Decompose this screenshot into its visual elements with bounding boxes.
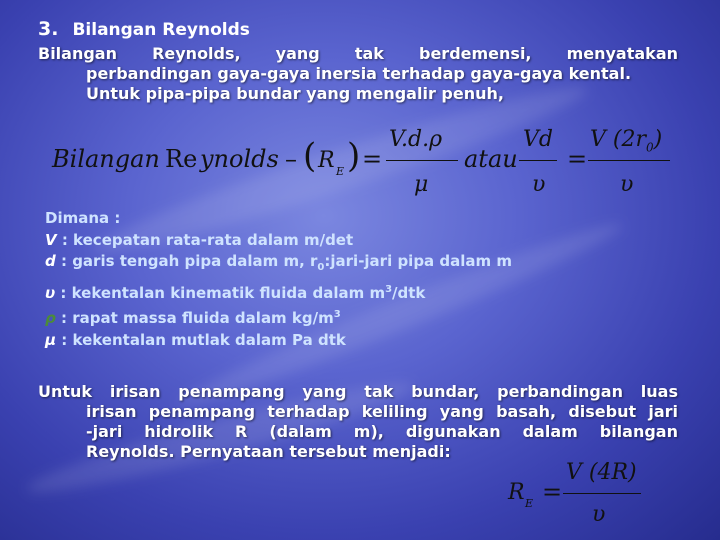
formula-symbol-r: R xyxy=(318,148,335,173)
formula-dash: – xyxy=(285,145,297,173)
formula-frac2-den: υ xyxy=(532,172,546,197)
section-title xyxy=(38,18,250,40)
definition-item xyxy=(45,251,512,279)
formula-frac2-bar xyxy=(519,160,557,161)
definition-item xyxy=(45,330,512,352)
definition-text: : kecepatan rata-rata dalam m/det xyxy=(56,230,354,249)
closing-line-2: irisan penampang terhadap keliling yang basah, disebut jari xyxy=(86,402,678,421)
formula-frac3-num-close: ) xyxy=(653,127,663,152)
definition-superscript: 3 xyxy=(333,309,341,320)
formula-paren-open: ( xyxy=(303,136,317,176)
definition-symbol: d xyxy=(45,252,56,270)
closing-line-3: -jari hidrolik R (dalam m), digunakan dalam bilangan xyxy=(86,422,678,441)
definition-text: : garis tengah pipa dalam m, r xyxy=(55,252,318,270)
definition-item xyxy=(45,279,512,305)
definition-text: : rapat massa fluida dalam kg/m xyxy=(55,309,334,327)
formula-atau: atau xyxy=(464,145,518,173)
formula2-bar xyxy=(563,493,641,494)
formula-frac3-den: υ xyxy=(620,172,634,197)
definition-text-2: /dtk xyxy=(392,283,426,302)
formula-frac3-num-main: V (2r xyxy=(590,127,646,152)
intro-line-2: perbandingan gaya-gaya inersia terhadap gaya-gaya kental. xyxy=(86,64,632,83)
definition-superscript: 3 xyxy=(385,283,393,295)
formula-frac3-num xyxy=(590,127,662,154)
definition-symbol: V xyxy=(45,230,57,249)
formula-subscript-e: E xyxy=(336,165,345,178)
section-number: 3. xyxy=(38,18,59,40)
formula2-equals: = xyxy=(542,478,563,506)
formula-frac2-num: Vd xyxy=(523,127,553,152)
definition-text: : kekentalan kinematik fluida dalam m xyxy=(55,283,386,302)
definition-text-2: :jari-jari pipa dalam m xyxy=(324,252,513,270)
closing-line-4: Reynolds. Pernyataan tersebut menjadi: xyxy=(86,442,451,461)
formula-frac3-num-sub: 0 xyxy=(645,140,654,155)
intro-line-3: Untuk pipa-pipa bundar yang mengalir penuh, xyxy=(86,84,504,103)
formula-frac3-bar xyxy=(588,160,670,161)
intro-paragraph xyxy=(38,44,678,104)
formula2-den: υ xyxy=(592,502,606,527)
formula-equals-2: = xyxy=(567,145,588,173)
definition-item xyxy=(45,230,512,252)
definition-text: : kekentalan mutlak dalam Pa dtk xyxy=(56,330,346,349)
formula-lhs-re: Re xyxy=(165,145,198,173)
formula2-num: V (4R) xyxy=(566,460,637,485)
section-title-text: Bilangan Reynolds xyxy=(72,20,250,40)
closing-line-1: Untuk irisan penampang yang tak bundar, perbandingan luas xyxy=(38,382,678,401)
formula-equals-1: = xyxy=(362,145,383,173)
formula2-subscript-e: E xyxy=(525,497,534,510)
formula2-symbol-r: R xyxy=(508,480,525,505)
definition-symbol: υ xyxy=(45,283,56,302)
definition-subscript: 0 xyxy=(317,262,325,273)
formula-lhs-ynolds: ynolds xyxy=(200,145,279,173)
closing-paragraph xyxy=(38,382,678,462)
formula-frac1-num: V.d.ρ xyxy=(389,127,443,152)
intro-line-1: Bilangan Reynolds, yang tak berdemensi, menyatakan xyxy=(38,44,678,63)
formula-lhs-bilangan: Bilangan xyxy=(52,145,160,173)
definitions-heading: Dimana : xyxy=(45,209,121,227)
definition-item xyxy=(45,304,512,330)
definition-symbol: μ xyxy=(45,330,57,349)
formula-paren-close: ) xyxy=(347,136,361,176)
definition-symbol: ρ xyxy=(45,309,56,327)
formula-frac1-den: μ xyxy=(414,172,429,197)
definitions-list xyxy=(45,208,512,351)
